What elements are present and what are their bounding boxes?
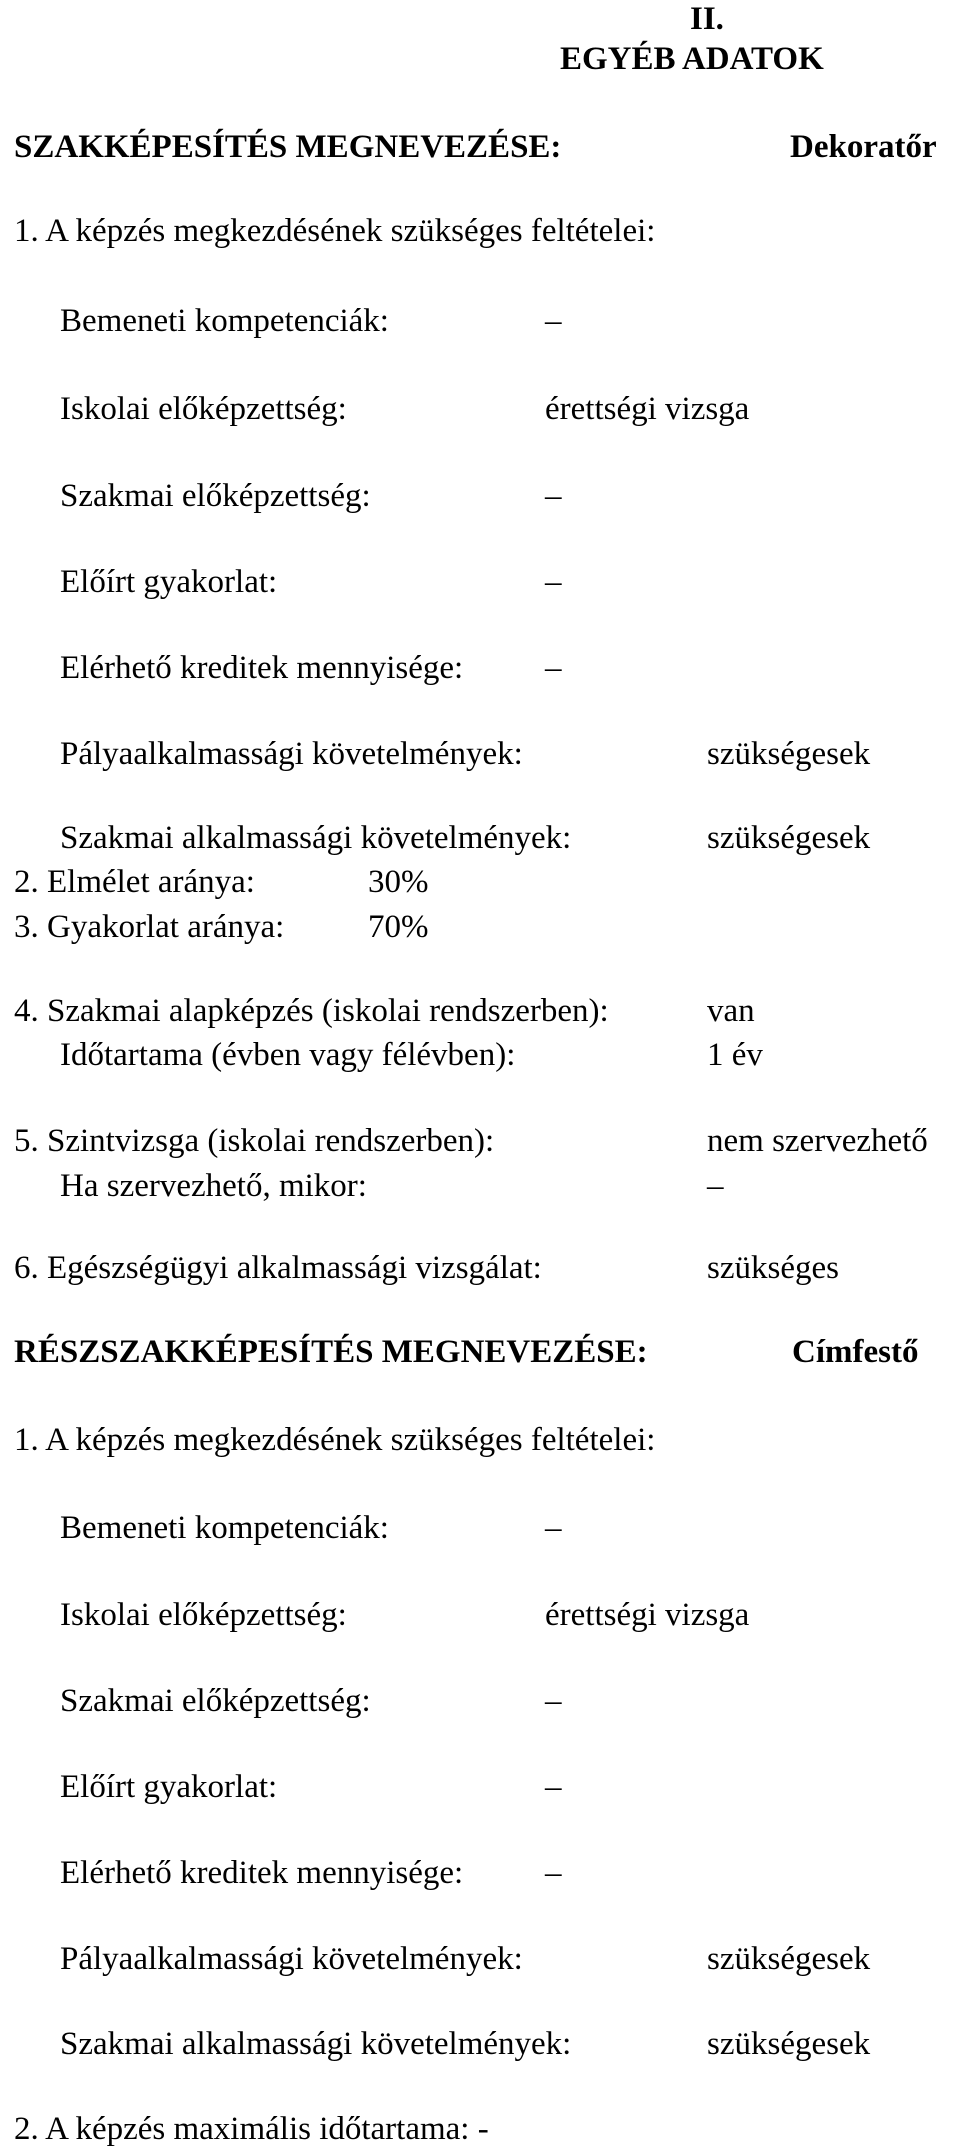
partial-label-professional-prerequisite: Szakmai előképzettség: bbox=[60, 1683, 371, 1719]
partial-value-credits: – bbox=[545, 1855, 562, 1891]
practice-ratio-value: 70% bbox=[368, 909, 429, 945]
partial-label-school-prerequisite: Iskolai előképzettség: bbox=[60, 1597, 347, 1633]
label-input-competencies: Bemeneti kompetenciák: bbox=[60, 303, 389, 339]
value-input-competencies: – bbox=[545, 303, 562, 339]
duration-value: 1 év bbox=[707, 1037, 763, 1073]
label-required-practice: Előírt gyakorlat: bbox=[60, 564, 278, 600]
qualification-heading-value: Dekoratőr bbox=[790, 129, 937, 165]
basic-training-label: 4. Szakmai alapképzés (iskolai rendszerben): bbox=[14, 993, 609, 1029]
label-professional-aptitude: Szakmai alkalmassági követelmények: bbox=[60, 820, 572, 856]
partial-value-required-practice: – bbox=[545, 1769, 562, 1805]
qualification-heading-label: SZAKKÉPESÍTÉS MEGNEVEZÉSE: bbox=[14, 129, 562, 165]
basic-training-value: van bbox=[707, 993, 755, 1029]
value-required-practice: – bbox=[545, 564, 562, 600]
level-exam-when-value: – bbox=[707, 1168, 724, 1204]
health-exam-label: 6. Egészségügyi alkalmassági vizsgálat: bbox=[14, 1250, 542, 1286]
value-credits: – bbox=[545, 650, 562, 686]
section-roman-numeral: II. bbox=[690, 1, 724, 37]
theory-ratio-label: 2. Elmélet aránya: bbox=[14, 864, 255, 900]
partial-qualification-heading-label: RÉSZSZAKKÉPESÍTÉS MEGNEVEZÉSE: bbox=[14, 1334, 648, 1370]
conditions-title: 1. A képzés megkezdésének szükséges feltételei: bbox=[14, 213, 656, 249]
level-exam-when-label: Ha szervezhető, mikor: bbox=[60, 1168, 367, 1204]
level-exam-label: 5. Szintvizsga (iskolai rendszerben): bbox=[14, 1123, 495, 1159]
partial-qualification-heading-value: Címfestő bbox=[792, 1334, 919, 1370]
partial-label-credits: Elérhető kreditek mennyisége: bbox=[60, 1855, 464, 1891]
value-professional-aptitude: szükségesek bbox=[707, 820, 871, 856]
label-credits: Elérhető kreditek mennyisége: bbox=[60, 650, 464, 686]
value-school-prerequisite: érettségi vizsga bbox=[545, 391, 750, 427]
partial-value-professional-prerequisite: – bbox=[545, 1683, 562, 1719]
partial-label-required-practice: Előírt gyakorlat: bbox=[60, 1769, 278, 1805]
partial-value-professional-aptitude: szükségesek bbox=[707, 2026, 871, 2062]
partial-label-professional-aptitude: Szakmai alkalmassági követelmények: bbox=[60, 2026, 572, 2062]
label-professional-prerequisite: Szakmai előképzettség: bbox=[60, 478, 371, 514]
value-professional-prerequisite: – bbox=[545, 478, 562, 514]
health-exam-value: szükséges bbox=[707, 1250, 839, 1286]
label-career-aptitude: Pályaalkalmassági követelmények: bbox=[60, 736, 523, 772]
partial-value-career-aptitude: szükségesek bbox=[707, 1941, 871, 1977]
partial-value-input-competencies: – bbox=[545, 1510, 562, 1546]
value-career-aptitude: szükségesek bbox=[707, 736, 871, 772]
partial-label-input-competencies: Bemeneti kompetenciák: bbox=[60, 1510, 389, 1546]
duration-label: Időtartama (évben vagy félévben): bbox=[60, 1037, 516, 1073]
partial-value-school-prerequisite: érettségi vizsga bbox=[545, 1597, 750, 1633]
max-duration: 2. A képzés maximális időtartama: - bbox=[14, 2111, 489, 2147]
page-title: EGYÉB ADATOK bbox=[560, 41, 824, 77]
level-exam-value: nem szervezhető bbox=[707, 1123, 928, 1159]
practice-ratio-label: 3. Gyakorlat aránya: bbox=[14, 909, 285, 945]
theory-ratio-value: 30% bbox=[368, 864, 429, 900]
label-school-prerequisite: Iskolai előképzettség: bbox=[60, 391, 347, 427]
partial-label-career-aptitude: Pályaalkalmassági követelmények: bbox=[60, 1941, 523, 1977]
partial-conditions-title: 1. A képzés megkezdésének szükséges feltételei: bbox=[14, 1422, 656, 1458]
